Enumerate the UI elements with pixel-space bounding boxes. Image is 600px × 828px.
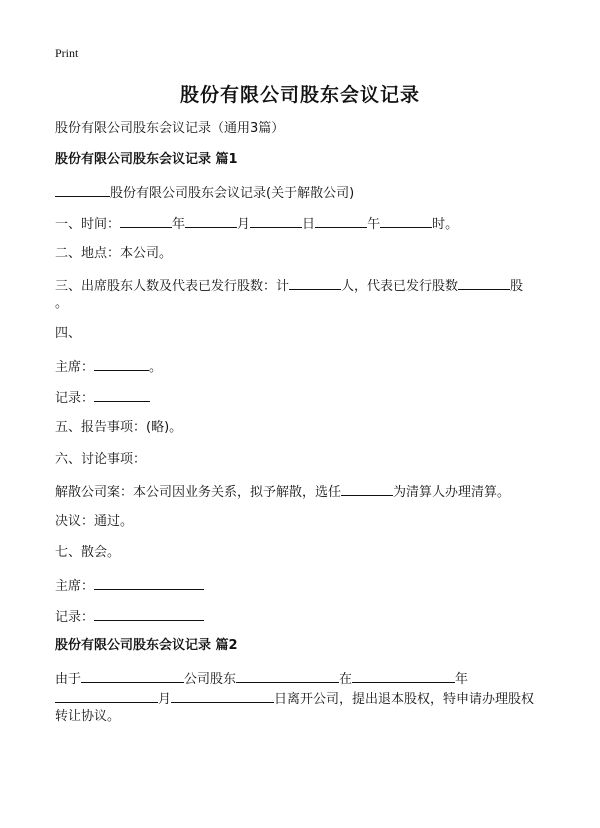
blank-field bbox=[250, 215, 302, 228]
attendance-line bbox=[55, 277, 523, 295]
intro-text: 股份有限公司股东会议记录(关于解散公司) bbox=[110, 186, 355, 201]
document-title: 股份有限公司股东会议记录 bbox=[179, 84, 420, 106]
attendance-suffix: 股 bbox=[510, 279, 524, 294]
blank-field bbox=[120, 215, 172, 228]
motion-text: 解散公司案：本公司因业务关系，拟予解散，选任 bbox=[55, 485, 342, 500]
chair-label: 主席： bbox=[55, 579, 95, 594]
blank-field bbox=[94, 389, 150, 402]
print-label: Print bbox=[55, 46, 79, 60]
blank-field bbox=[94, 577, 204, 590]
blank-field bbox=[55, 184, 110, 197]
noon-label: 午 bbox=[367, 217, 381, 232]
section1-heading: 股份有限公司股东会议记录 篇1 bbox=[55, 152, 238, 167]
document-subtitle: 股份有限公司股东会议记录（通用3篇） bbox=[55, 121, 285, 136]
motion-suffix: 为清算人办理清算。 bbox=[393, 485, 511, 500]
text-fragment: 由于 bbox=[55, 672, 82, 687]
blank-field bbox=[185, 215, 237, 228]
attendance-mid: 人，代表已发行股数 bbox=[341, 279, 459, 294]
intro-line bbox=[55, 184, 354, 202]
month-label: 月 bbox=[237, 217, 251, 232]
text-fragment: 公司股东 bbox=[184, 672, 237, 687]
blank-field bbox=[352, 670, 455, 683]
location-line: 二、地点：本公司。 bbox=[55, 246, 173, 261]
blank-field bbox=[55, 690, 158, 703]
text-fragment: 年 bbox=[455, 672, 469, 687]
item-five: 五、报告事项：(略)。 bbox=[55, 420, 183, 435]
time-line bbox=[55, 215, 458, 233]
blank-field bbox=[315, 215, 367, 228]
year-label: 年 bbox=[172, 217, 186, 232]
item-four: 四、 bbox=[55, 326, 82, 341]
blank-field bbox=[81, 670, 184, 683]
motion-line bbox=[55, 483, 510, 501]
section2-heading: 股份有限公司股东会议记录 篇2 bbox=[55, 638, 238, 653]
text-fragment: 月 bbox=[158, 692, 172, 707]
text-fragment: 日离开公司，提出退本股权，特申请办理股权 bbox=[274, 692, 535, 707]
blank-field bbox=[458, 277, 510, 290]
section2-line-1 bbox=[55, 670, 468, 688]
attendance-label: 三、出席股东人数及代表已发行股数：计 bbox=[55, 279, 290, 294]
blank-field bbox=[341, 483, 393, 496]
blank-field bbox=[94, 608, 204, 621]
blank-field bbox=[171, 690, 274, 703]
recorder-line-2 bbox=[55, 608, 204, 626]
chair-line-2 bbox=[55, 577, 204, 595]
day-label: 日 bbox=[302, 217, 316, 232]
chair-line bbox=[55, 358, 162, 376]
hour-label: 时。 bbox=[432, 217, 459, 232]
recorder-line bbox=[55, 389, 150, 407]
section2-line-2 bbox=[55, 690, 534, 708]
recorder-label: 记录： bbox=[55, 391, 95, 406]
blank-field bbox=[94, 358, 149, 371]
text-fragment: 在 bbox=[339, 672, 353, 687]
blank-field bbox=[236, 670, 339, 683]
recorder-label: 记录： bbox=[55, 610, 95, 625]
time-label: 一、时间： bbox=[55, 217, 121, 232]
resolution-line: 决议：通过。 bbox=[55, 514, 134, 529]
section2-line-3: 转让协议。 bbox=[55, 709, 121, 724]
blank-field bbox=[289, 277, 341, 290]
attendance-end: 。 bbox=[55, 296, 69, 311]
blank-field bbox=[380, 215, 432, 228]
item-six: 六、讨论事项： bbox=[55, 452, 147, 467]
chair-label: 主席： bbox=[55, 360, 95, 375]
chair-end: 。 bbox=[149, 360, 163, 375]
item-seven: 七、散会。 bbox=[55, 545, 121, 560]
